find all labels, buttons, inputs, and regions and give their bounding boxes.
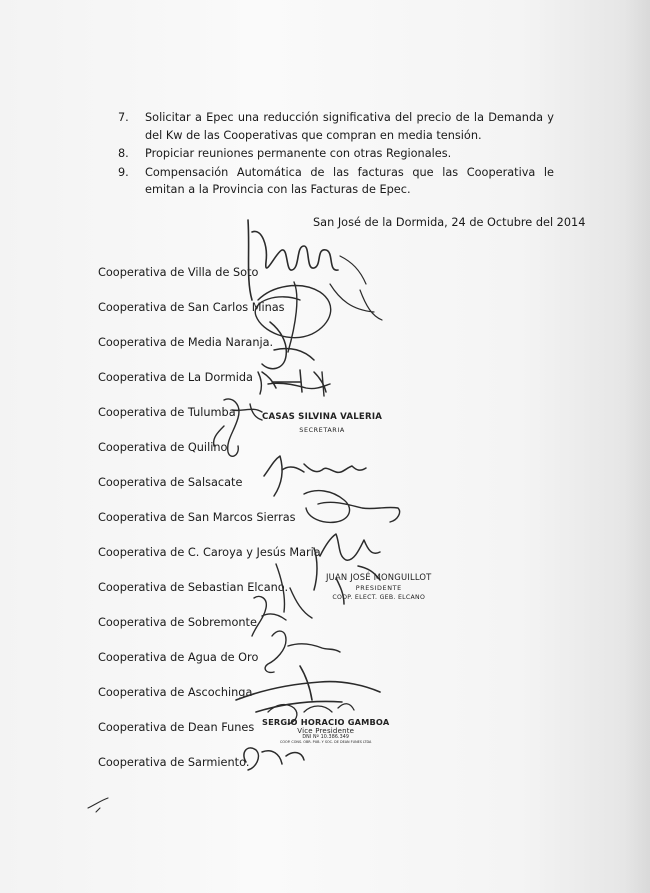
- cooperative-name: Cooperativa de Sobremonte: [98, 616, 257, 629]
- cooperative-name: Cooperativa de Agua de Oro: [98, 651, 259, 664]
- list-item: 8. Propiciar reuniones permanente con otras Regionales.: [118, 147, 452, 161]
- signature-tulumba: [214, 399, 262, 456]
- cooperative-name: Cooperativa de Salsacate: [98, 476, 243, 489]
- cooperative-name: Cooperativa de Dean Funes: [98, 721, 255, 734]
- signature-san-marcos: [304, 491, 400, 523]
- cooperative-name: Cooperativa de San Carlos Minas: [98, 301, 285, 314]
- cooperative-name: Cooperativa de La Dormida: [98, 371, 253, 384]
- stamp-monguillot: JUAN JOSÉ MONGUILLOT PRESIDENTE COOP. ELECT. GEB. ELCANO: [326, 572, 432, 601]
- signature-sarmiento: [244, 748, 304, 770]
- signature-villa-de-soto: [248, 220, 338, 300]
- signature-ascochinga: [236, 666, 380, 712]
- signature-elcano: [252, 564, 312, 636]
- cooperative-name: Cooperativa de Sebastian Elcano.: [98, 581, 289, 594]
- cooperative-name: Cooperativa de Sarmiento.: [98, 756, 250, 769]
- signature-san-carlos: [330, 256, 382, 320]
- cooperative-name: Cooperativa de Quilino: [98, 441, 228, 454]
- stamp-gamboa: SERGIO HORACIO GAMBOA Vice Presidente DNI Nº 10.386.349 COOP. CONS. OBR. PUB. Y SOC. DE DEAN FUNES LTDA: [262, 717, 390, 744]
- list-item: 7. Solicitar a Epec una reducción significativa del precio de la Demanda y del Kw de las Cooperativas que compran en media tensión.: [118, 111, 554, 142]
- cooperative-name: Cooperativa de Ascochinga: [98, 686, 253, 699]
- place-date: San José de la Dormida, 24 de Octubre del 2014: [313, 216, 586, 229]
- signature-la-dormida: [258, 372, 330, 396]
- pen-mark: [88, 798, 108, 812]
- stamp-casas: CASAS SILVINA VALERIA SECRETARIA: [262, 412, 383, 434]
- cooperative-name: Cooperativa de Villa de Soto: [98, 266, 259, 279]
- list-item: 9. Compensación Automática de las facturas que las Cooperativa le emitan a la Provincia con las Facturas de Epec.: [118, 165, 554, 197]
- signature-agua-de-oro: [265, 631, 340, 672]
- cooperative-name: Cooperativa de Media Naranja.: [98, 336, 274, 349]
- signature-salsacate: [264, 456, 366, 496]
- signature-villa-de-soto: [255, 282, 331, 352]
- cooperative-name: Cooperativa de C. Caroya y Jesús Maria: [98, 546, 321, 559]
- cooperative-name: Cooperativa de Tulumba: [98, 406, 236, 419]
- cooperative-name: Cooperativa de San Marcos Sierras: [98, 511, 296, 524]
